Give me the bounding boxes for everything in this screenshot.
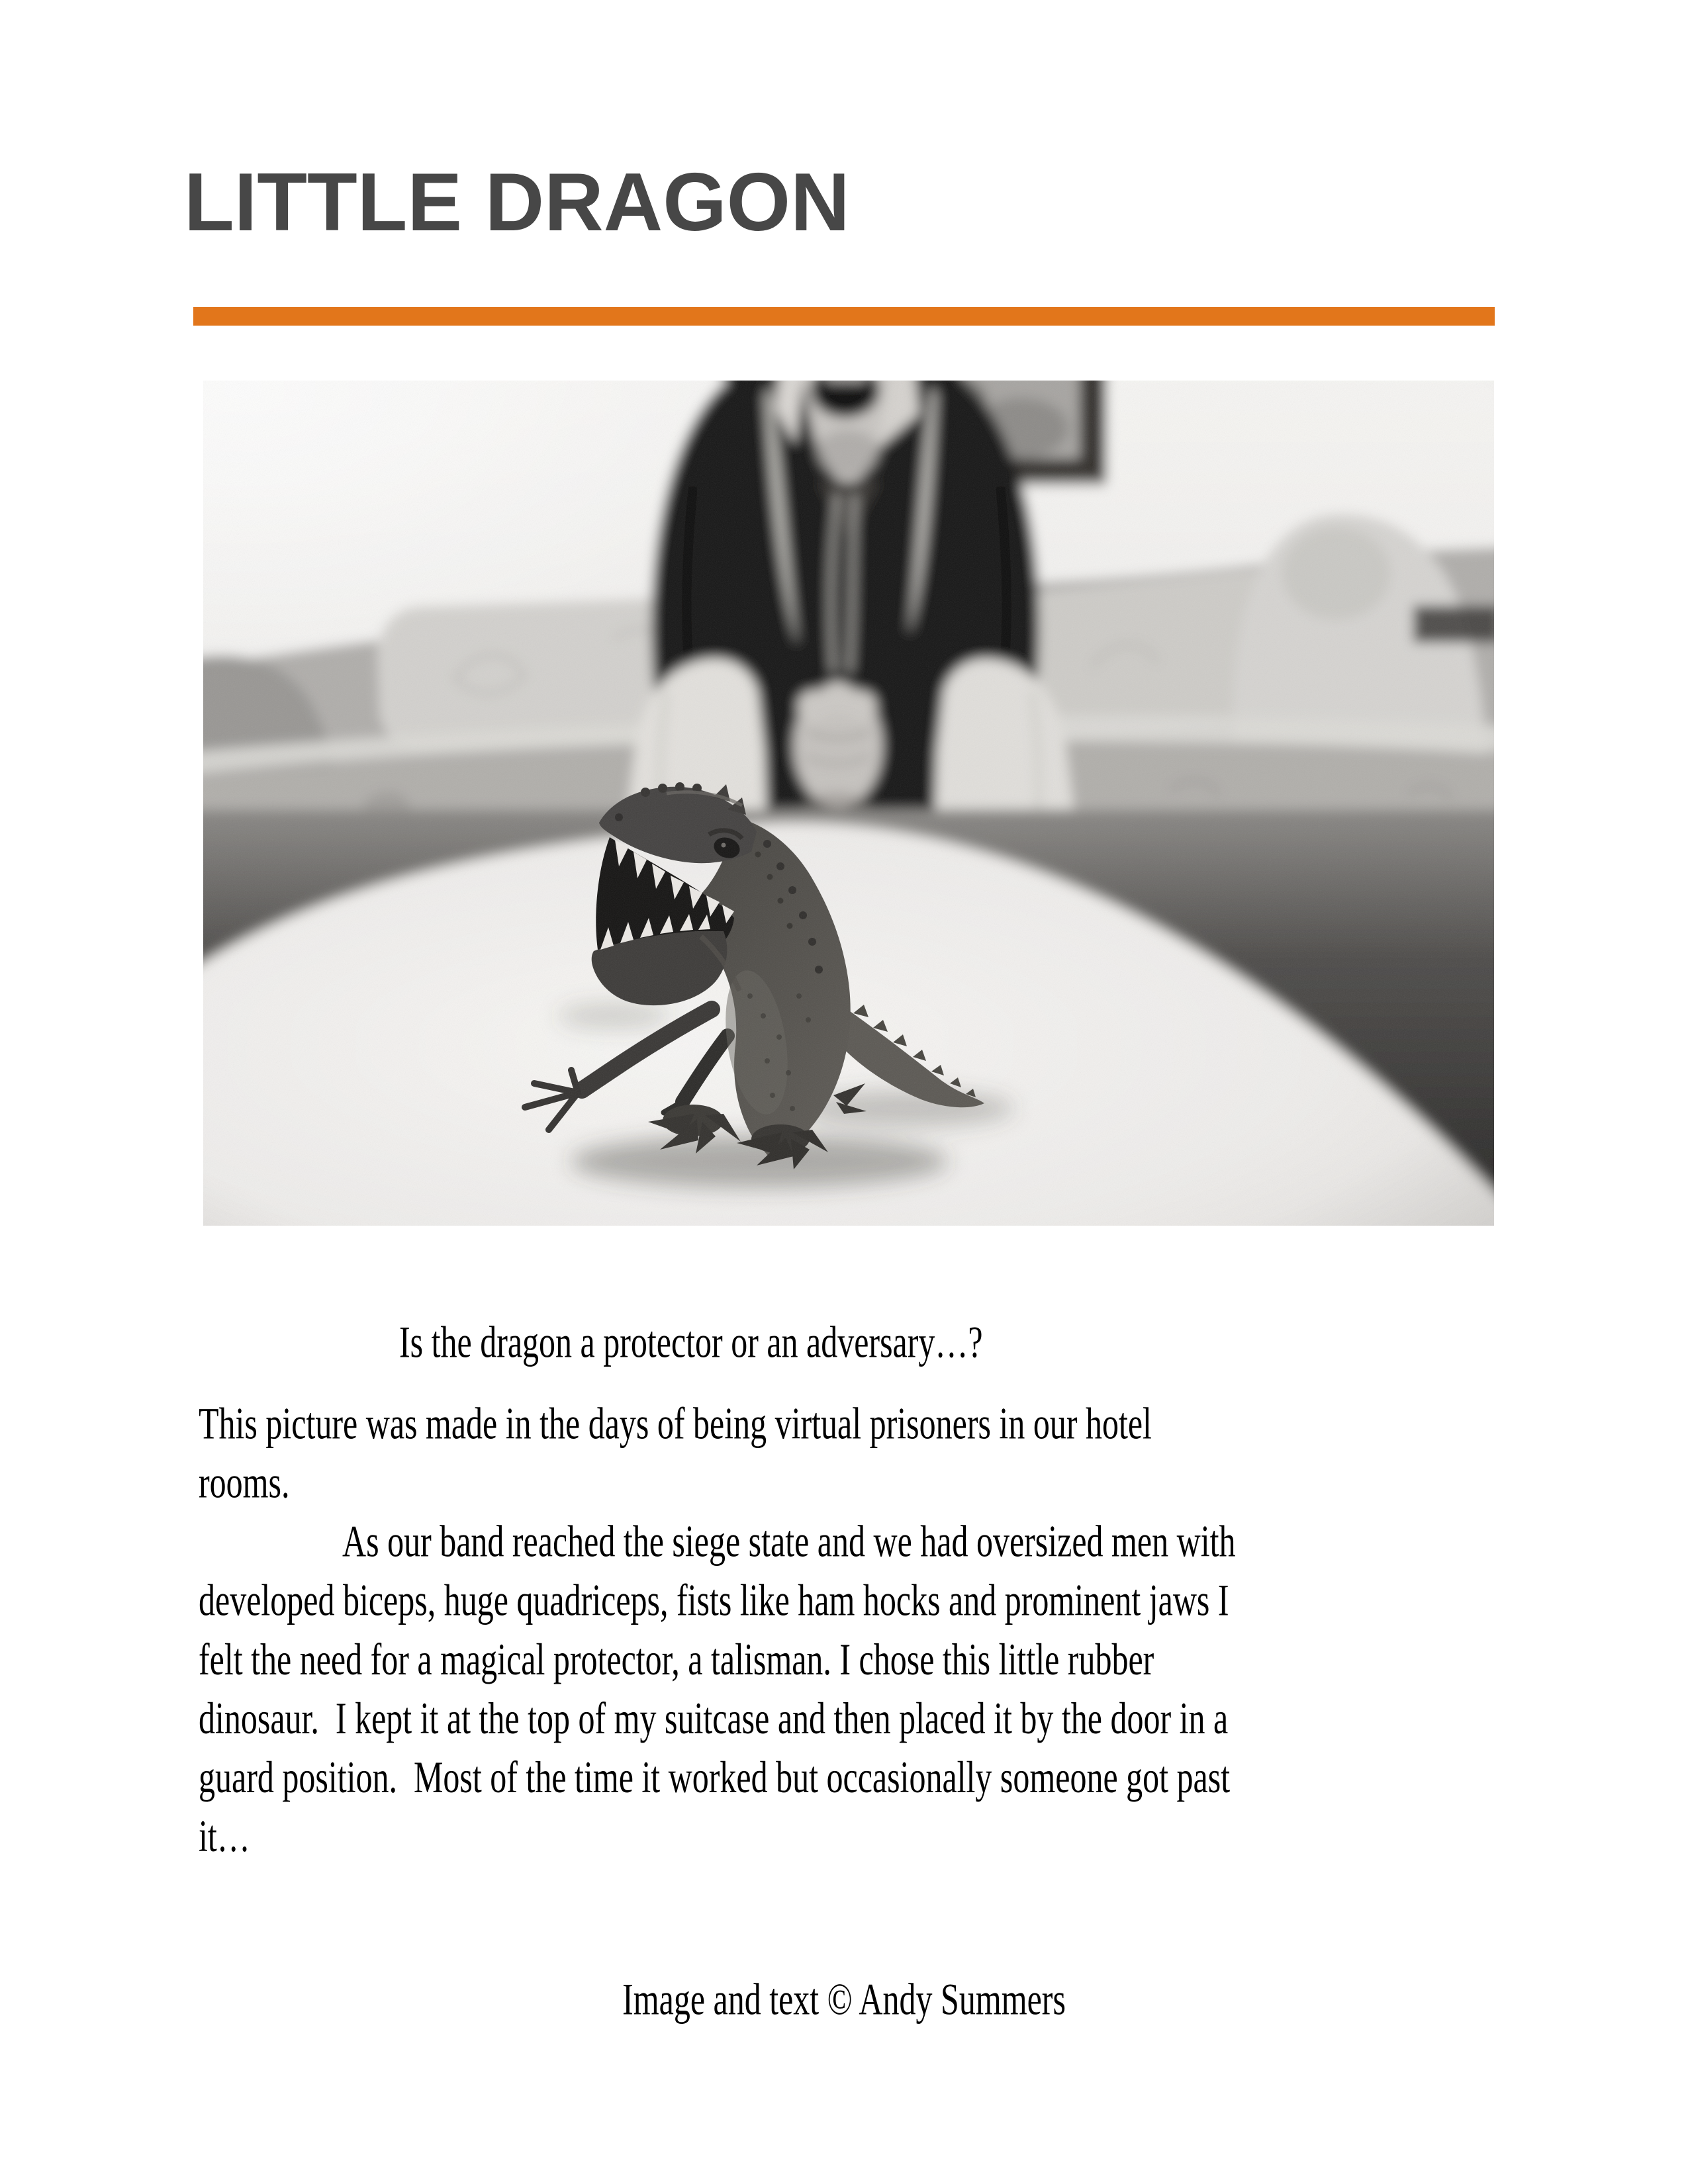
body-line: Is the dragon a protector or an adversary…? (399, 1316, 983, 1367)
body-line: dinosaur. I kept it at the top of my suitcase and then placed it by the door in a (199, 1693, 1229, 1743)
body-line: felt the need for a magical protector, a talisman. I chose this little rubber (199, 1634, 1154, 1684)
body-line: it… (199, 1811, 250, 1861)
photo (203, 381, 1494, 1226)
title-rule (193, 307, 1495, 326)
body-line: guard position. Most of the time it worked but occasionally someone got past (199, 1752, 1231, 1802)
page-title: LITTLE DRAGON (184, 157, 850, 248)
body-line: rooms. (199, 1457, 290, 1508)
body-line: This picture was made in the days of being virtual prisoners in our hotel (199, 1398, 1152, 1449)
body-line: As our band reached the siege state and we had oversized men with (342, 1516, 1236, 1567)
credit-line: Image and text © Andy Summers (622, 1974, 1066, 2025)
body-text (199, 1312, 1523, 1866)
photo-illustration (203, 381, 1494, 1226)
film-grain (203, 381, 1494, 1226)
body-line: developed biceps, huge quadriceps, fists like ham hocks and prominent jaws I (199, 1574, 1229, 1625)
